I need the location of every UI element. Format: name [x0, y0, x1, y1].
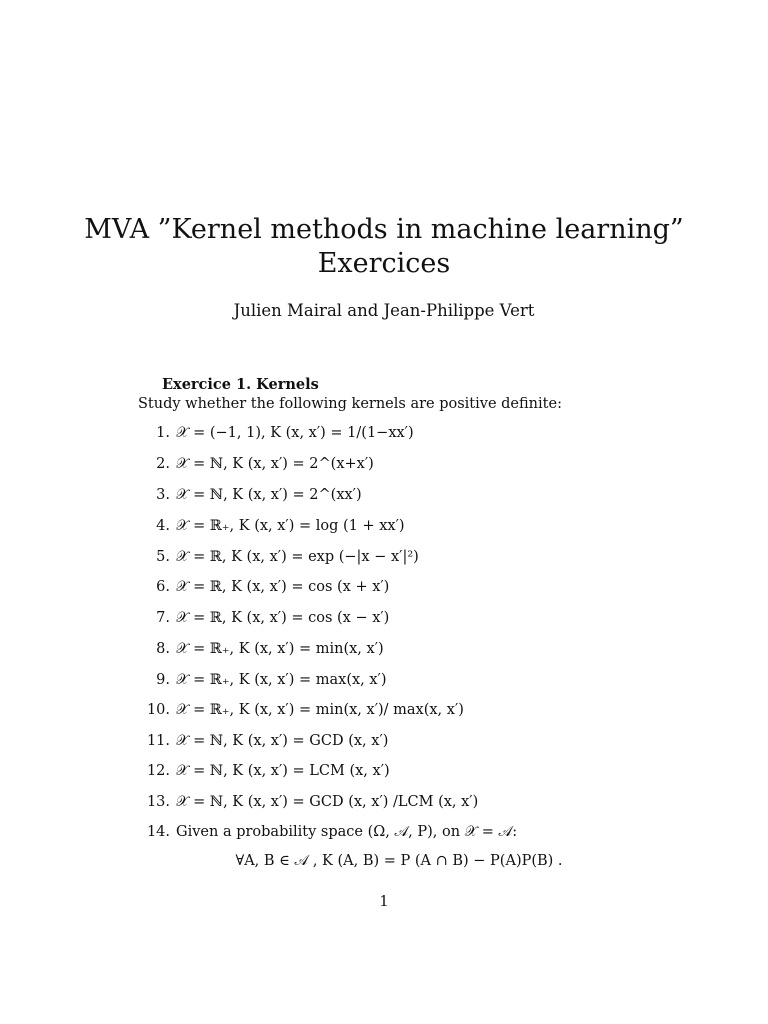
list-item — [138, 579, 658, 595]
item-text: 𝒳 = ℕ, K (x, x′) = 2^(x+x′) — [176, 456, 374, 472]
list-item — [138, 641, 658, 657]
list-item — [138, 733, 658, 749]
item-text: 𝒳 = ℝ₊, K (x, x′) = min(x, x′)/ max(x, x′) — [176, 702, 464, 718]
list-item — [138, 456, 658, 472]
item-number: 4. — [156, 518, 170, 534]
item-number: 1. — [156, 425, 170, 441]
display-formula: ∀A, B ∈ 𝒜 , K (A, B) = P (A ∩ B) − P(A)P(B) . — [235, 853, 563, 869]
authors: Julien Mairal and Jean-Philippe Vert — [233, 301, 535, 320]
item-number: 11. — [146, 733, 170, 749]
list-item — [138, 702, 658, 718]
item-number: 8. — [156, 641, 170, 657]
item-text: 𝒳 = (−1, 1), K (x, x′) = 1/(1−xx′) — [176, 425, 414, 441]
item-number: 13. — [146, 794, 170, 810]
item-number: 12. — [146, 763, 170, 779]
list-item — [138, 425, 658, 441]
page-number: 1 — [379, 894, 389, 910]
list-item — [138, 794, 658, 810]
item-text: 𝒳 = ℝ₊, K (x, x′) = log (1 + xx′) — [176, 518, 405, 534]
item-text: 𝒳 = ℝ, K (x, x′) = cos (x + x′) — [176, 579, 390, 595]
item-text: 𝒳 = ℕ, K (x, x′) = GCD (x, x′) /LCM (x, x′) — [176, 794, 479, 810]
list-item — [138, 549, 658, 565]
title-line-1: MVA ”Kernel methods in machine learning” — [84, 214, 684, 245]
item-text: 𝒳 = ℝ₊, K (x, x′) = min(x, x′) — [176, 641, 384, 657]
exercise-heading: Exercice 1. Kernels — [162, 376, 319, 393]
item-number: 14. — [146, 824, 170, 840]
list-item — [138, 610, 658, 626]
title-line-2: Exercices — [317, 248, 451, 279]
list-item — [138, 672, 658, 688]
list-item — [138, 487, 658, 503]
list-item — [138, 824, 658, 840]
item-number: 10. — [146, 702, 170, 718]
item-text: 𝒳 = ℕ, K (x, x′) = 2^(xx′) — [176, 487, 362, 503]
exercise-intro: Study whether the following kernels are positive definite: — [138, 396, 562, 412]
item-number: 6. — [156, 579, 170, 595]
list-item — [138, 763, 658, 779]
item-number: 2. — [156, 456, 170, 472]
item-text: 𝒳 = ℝ, K (x, x′) = exp (−|x − x′|²) — [176, 549, 419, 565]
document-title — [0, 213, 768, 281]
item-number: 5. — [156, 549, 170, 565]
item-text: Given a probability space (Ω, 𝒜, P), on 𝒳 = 𝒜: — [176, 824, 518, 840]
item-text: 𝒳 = ℕ, K (x, x′) = LCM (x, x′) — [176, 763, 390, 779]
item-number: 7. — [156, 610, 170, 626]
list-item — [138, 518, 658, 534]
item-text: 𝒳 = ℕ, K (x, x′) = GCD (x, x′) — [176, 733, 389, 749]
item-text: 𝒳 = ℝ₊, K (x, x′) = max(x, x′) — [176, 672, 387, 688]
item-number: 9. — [156, 672, 170, 688]
item-number: 3. — [156, 487, 170, 503]
item-text: 𝒳 = ℝ, K (x, x′) = cos (x − x′) — [176, 610, 390, 626]
